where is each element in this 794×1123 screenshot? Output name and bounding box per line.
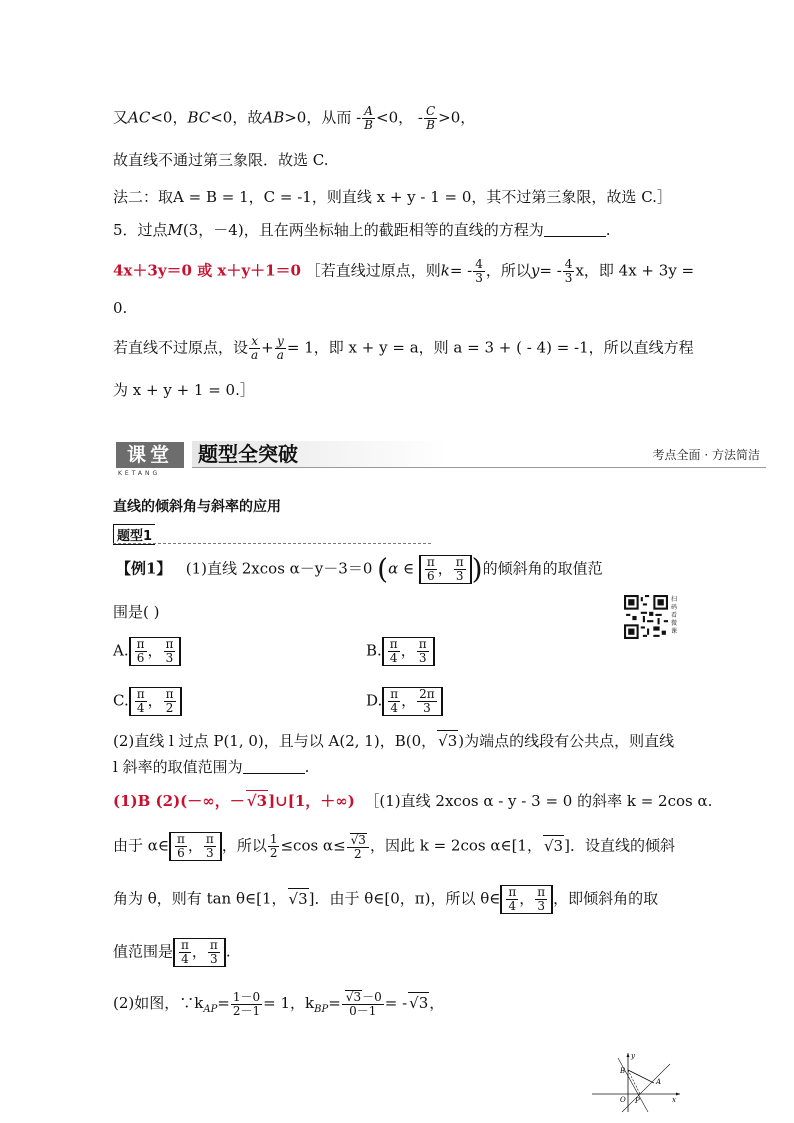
fraction-sqrt3-over-2: √ $\frac{3}{2}$ — [347, 833, 369, 861]
qr-side-text: 扫码看微课 — [671, 596, 678, 635]
x-axis-arrow — [676, 1093, 680, 1096]
banner-title: 题型全突破 — [192, 441, 448, 468]
line-ap — [622, 1064, 670, 1112]
answer-blank-2 — [243, 759, 305, 774]
interval-d: $\frac{\pi}{4}$ ， $\frac{2\pi}{3}$ — [382, 687, 442, 716]
interval-a: $\frac{\pi}{6}$ ， $\frac{\pi}{3}$ — [129, 637, 182, 666]
fraction-y-over-a: $\frac{y}{a}$ — [276, 334, 284, 362]
interval-s1: $\frac{\pi}{6}$ ， $\frac{\pi}{3}$ — [169, 832, 222, 861]
fraction-four-thirds: $\frac{4}{3}$ — [475, 257, 483, 285]
line-6: 0. — [113, 299, 128, 317]
line-1: 又AC<0，BC<0，故AB>0，从而 - $\frac{A}{B}$ <0， - $\frac{C}{B}$ >0， — [113, 104, 476, 132]
solution-line-1: 由于 α∈ $\frac{\pi}{6}$ ， $\frac{\pi}{3}$ ，所以 $\frac{1}{2}$ ≤cos α≤ √ $\frac{3}{2}$ ，因此 k = 2cos α∈[1，√ 3]．设直线的倾斜 — [113, 832, 675, 861]
graph-label-y: y — [631, 1052, 635, 1060]
y-axis-arrow — [627, 1053, 630, 1057]
fraction-half: $\frac{1}{2}$ — [269, 832, 278, 860]
answer-blank — [544, 222, 606, 237]
option-b[interactable]: B. $\frac{\pi}{4}$ ， $\frac{\pi}{3}$ — [366, 637, 435, 666]
line-3: 法二：取A = B = 1，C = -1，则直线 x + y - 1 = 0，其不过第三象限，故选 C.］ — [113, 188, 672, 206]
fraction-a-over-b: $\frac{A}{B}$ — [364, 104, 373, 132]
line-2: 故直线不通过第三象限．故选 C. — [113, 151, 329, 169]
dash-bp — [628, 1070, 640, 1094]
paren-close: ) — [471, 552, 483, 586]
line-7: 若直线不过原点，设 $\frac{x}{a}$ + $\frac{y}{a}$ = 1，即 x + y = a，则 a = 3 + ( - 4) = -1，所以直线方程 — [113, 334, 694, 362]
fraction-four-thirds-2: $\frac{4}{3}$ — [564, 257, 573, 285]
segment-ab — [628, 1070, 654, 1083]
line-5: 4x＋3y＝0 或 x＋y＋1＝0 ［若直线过原点，则k= - $\frac{4}{3}$ ，所以y= - $\frac{4}{3}$ x，即 4x + 3y = — [113, 257, 695, 285]
fraction-kap: $\frac{1-0}{2-1}$ — [232, 989, 261, 1018]
fraction-x-over-a: $\frac{x}{a}$ — [251, 334, 259, 362]
solution-line-3: 值范围是 $\frac{\pi}{4}$ ， $\frac{\pi}{3}$ . — [113, 938, 231, 966]
example-label: 【例1】 — [116, 559, 172, 578]
solution-line-2: 角为 θ，则有 tan θ∈[1，√ 3]．由于 θ∈[0，π)，所以 θ∈ $\frac{\pi}{4}$ ， $\frac{\pi}{3}$ ，即倾斜角的取 — [113, 885, 658, 914]
section-banner — [116, 442, 766, 477]
example-1-q2-line-2: l 斜率的取值范围为 . — [113, 758, 310, 776]
graph-label-o: O — [620, 1096, 626, 1104]
option-d[interactable]: D. $\frac{\pi}{4}$ ， $\frac{2\pi}{3}$ — [366, 687, 443, 716]
graph-label-b: B — [620, 1067, 626, 1075]
example-1-line-2: 围是( ) — [113, 603, 160, 621]
graph-label-a: A — [656, 1078, 662, 1086]
interval-c: $\frac{\pi}{4}$ ， $\frac{\pi}{2}$ — [129, 687, 182, 716]
banner-tag: 课堂 — [116, 442, 184, 468]
option-c[interactable]: C. $\frac{\pi}{4}$ ， $\frac{\pi}{2}$ — [113, 687, 182, 716]
banner-rule — [192, 467, 766, 468]
graph-label-p: P — [635, 1097, 640, 1105]
interval-s2: $\frac{\pi}{4}$ ， $\frac{\pi}{3}$ — [500, 885, 553, 914]
line-8: 为 x + y + 1 = 0.］ — [113, 381, 255, 399]
section-subhead: 直线的倾斜角与斜率的应用 — [113, 499, 281, 515]
line-4: 5．过点M(3，－4)，且在两坐标轴上的截距相等的直线的方程为 . — [113, 221, 611, 239]
option-a[interactable]: A. $\frac{\pi}{6}$ ， $\frac{\pi}{3}$ — [113, 637, 181, 666]
interval-pi6-pi3: $\frac{\pi}{6}$ ， $\frac{\pi}{3}$ — [419, 555, 472, 584]
example-1-line-1: 【例1】 (1)直线 2xcos α－y－3＝0 (α ∈ $\frac{\pi}{6}$ ， $\frac{\pi}{3}$ )的倾斜角的取值范 — [116, 552, 603, 586]
interval-s3: $\frac{\pi}{4}$ ， $\frac{\pi}{3}$ — [173, 938, 226, 967]
fraction-kbp: √ $\frac{3-0}{0-1}$ — [342, 990, 384, 1018]
graph-label-x: x — [672, 1096, 676, 1104]
banner-right-text: 考点全面 · 方法简洁 — [652, 448, 760, 462]
type-tag: 题型1 — [113, 524, 155, 545]
dashed-divider — [113, 543, 431, 544]
banner-tag-sub: KETANG — [118, 470, 161, 477]
solution-line-4: (2)如图，$\because k_{AP}=$ $\frac{1-0}{2-1}$ = 1，$k_{BP}=$ √ $\frac{3-0}{0-1}$ = -√ 3， — [113, 990, 444, 1020]
paren-open: ( — [377, 552, 389, 586]
example-1-q2-line-1: (2)直线 l 过点 P(1, 0)，且与以 A(2, 1)，B(0，√ 3)为端点的线段有公共点，则直线 — [113, 730, 674, 751]
coordinate-graph — [588, 1050, 684, 1114]
fraction-c-over-b: $\frac{C}{B}$ — [425, 104, 436, 132]
interval-b: $\frac{\pi}{4}$ ， $\frac{\pi}{3}$ — [382, 637, 435, 666]
answer-line: (1)B (2)(－∞，－√ 3]∪[1，＋∞) ［(1)直线 2xcos α - y - 3 = 0 的斜率 k = 2cos α. — [113, 790, 712, 811]
qr-code-icon[interactable] — [624, 595, 668, 639]
